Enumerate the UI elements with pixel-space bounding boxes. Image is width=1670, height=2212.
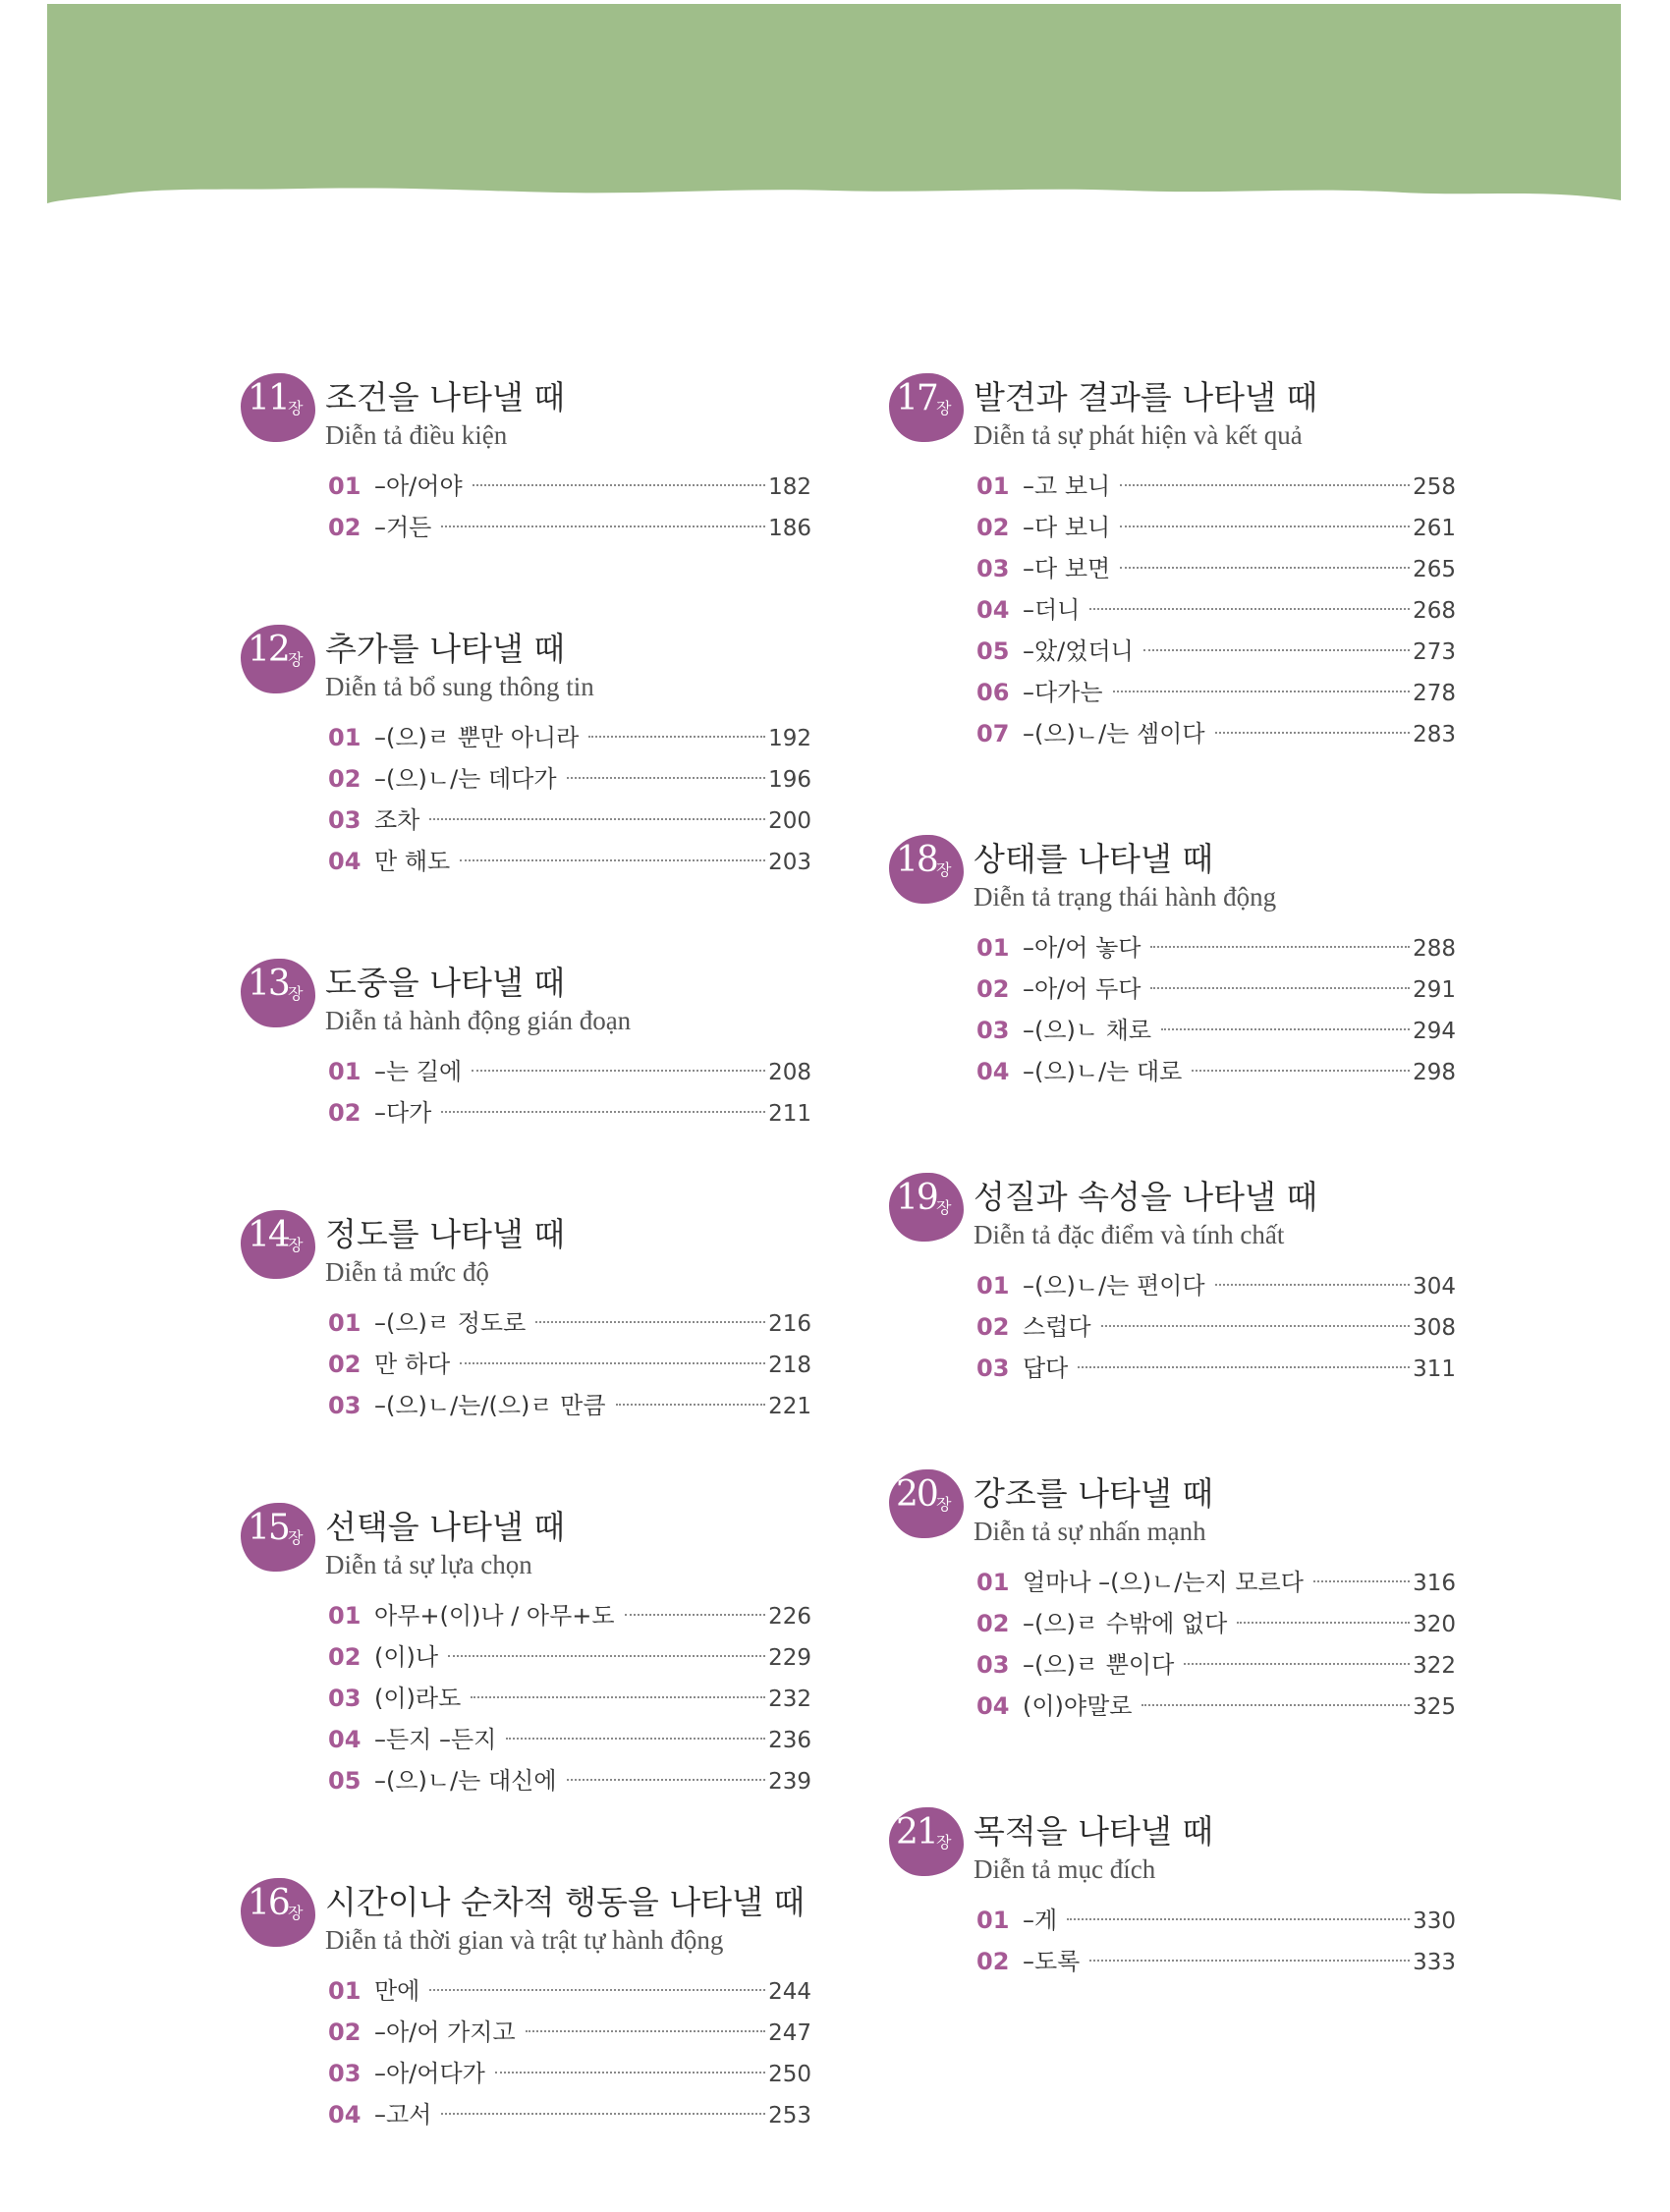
chapter-section-16: [241, 1878, 820, 2135]
entry-number: 03: [328, 1392, 362, 1419]
entry-page-number: 330: [1413, 1908, 1456, 1934]
entry-number: 04: [976, 596, 1010, 624]
chapter-number: 13: [248, 964, 289, 1004]
dot-leader: [526, 2030, 765, 2032]
toc-entry[interactable]: [976, 589, 1456, 631]
entry-grammar: –아/어다가: [374, 2060, 485, 2087]
chapter-badge: [889, 1807, 964, 1876]
banner-shape: [47, 4, 1621, 204]
entry-grammar: 아무+(이)나 / 아무+도: [374, 1602, 615, 1630]
entry-number: 01: [976, 1907, 1010, 1934]
entry-grammar: –(으)ㄴ/는 편이다: [1023, 1272, 1205, 1300]
chapter-title-vietnamese: Diễn tả hành động gián đoạn: [325, 1006, 632, 1035]
dot-leader: [588, 736, 765, 738]
dot-leader: [429, 1989, 765, 1991]
toc-entry[interactable]: [328, 1344, 811, 1385]
entry-grammar: –아/어 놓다: [1023, 934, 1141, 962]
chapter-badge: [889, 835, 964, 904]
entry-page-number: 294: [1413, 1019, 1456, 1044]
dot-leader: [567, 777, 766, 779]
dot-leader: [1215, 1284, 1411, 1286]
dot-leader: [1120, 484, 1410, 486]
entry-page-number: 320: [1413, 1612, 1456, 1637]
entry-number: 03: [976, 1017, 1010, 1044]
chapter-jang-label: 장: [288, 399, 304, 417]
chapter-title-vietnamese: Diễn tả trạng thái hành động: [974, 882, 1277, 912]
entry-grammar: –(으)ㄹ 뿐만 아니라: [374, 724, 580, 751]
entry-number: 02: [328, 2018, 362, 2046]
entry-page-number: 258: [1413, 474, 1456, 500]
chapter-title-korean: 도중을 나타낼 때: [325, 964, 566, 1002]
dot-leader: [460, 859, 765, 861]
dot-leader: [567, 1779, 766, 1781]
dot-leader: [1078, 1366, 1410, 1368]
entry-grammar: –(으)ㄹ 정도로: [374, 1309, 527, 1337]
entry-page-number: 196: [768, 767, 811, 793]
entry-grammar: –더니: [1023, 596, 1081, 624]
chapter-jang-label: 장: [936, 1495, 952, 1514]
chapter-section-12: [241, 625, 820, 882]
dot-leader: [1150, 946, 1410, 948]
entry-number: 03: [328, 806, 362, 834]
chapter-jang-label: 장: [288, 1904, 304, 1922]
dot-leader: [1184, 1663, 1410, 1665]
entry-grammar: (이)라도: [374, 1685, 462, 1712]
dot-leader: [535, 1321, 765, 1323]
chapter-section-17: [889, 373, 1469, 754]
entry-number: 01: [976, 934, 1010, 962]
chapter-number: 11: [248, 378, 289, 418]
toc-entry[interactable]: [328, 466, 811, 507]
entry-page-number: 218: [768, 1353, 811, 1378]
entry-grammar: –(으)ㄴ/는 데다가: [374, 765, 557, 793]
entry-grammar: –(으)ㄴ/는 대로: [1023, 1058, 1183, 1085]
dot-leader: [441, 525, 765, 527]
chapter-title-korean: 상태를 나타낼 때: [974, 840, 1214, 878]
chapter-title-korean: 선택을 나타낼 때: [325, 1508, 566, 1546]
chapter-title-korean: 추가를 나타낼 때: [325, 630, 566, 668]
dot-leader: [1143, 649, 1410, 651]
entry-number: 02: [328, 765, 362, 793]
dot-leader: [472, 1070, 765, 1072]
chapter-number: 16: [248, 1883, 289, 1923]
toc-entry[interactable]: [328, 1092, 811, 1134]
toc-entry[interactable]: [976, 1941, 1456, 1982]
chapter-badge: [889, 373, 964, 442]
chapter-jang-label: 장: [936, 1833, 952, 1852]
entry-grammar: –(으)ㄴ/는 대신에: [374, 1767, 557, 1795]
dot-leader: [1101, 1325, 1411, 1327]
dot-leader: [460, 1362, 765, 1364]
entry-grammar: –다가: [374, 1099, 432, 1127]
entry-page-number: 253: [768, 2103, 811, 2129]
entry-number: 01: [328, 472, 362, 500]
entry-page-number: 250: [768, 2062, 811, 2087]
dot-leader: [1150, 987, 1410, 989]
entry-page-number: 186: [768, 516, 811, 541]
chapter-section-15: [241, 1503, 820, 1801]
toc-entry[interactable]: [328, 800, 811, 841]
dot-leader: [429, 818, 765, 820]
chapter-jang-label: 장: [936, 399, 952, 417]
chapter-title-korean: 발견과 결과를 나타낼 때: [974, 378, 1318, 416]
dot-leader: [1313, 1580, 1410, 1582]
chapter-jang-label: 장: [936, 1198, 952, 1217]
toc-entry[interactable]: [328, 2094, 811, 2135]
entry-grammar: 만 하다: [374, 1351, 451, 1378]
entry-grammar: –아/어 두다: [1023, 975, 1141, 1003]
chapter-badge: [241, 1503, 315, 1572]
entry-page-number: 182: [768, 474, 811, 500]
entry-grammar: 만 해도: [374, 848, 451, 875]
chapter-badge: [241, 373, 315, 442]
chapter-badge: [241, 1210, 315, 1279]
dot-leader: [448, 1655, 765, 1657]
entry-page-number: 322: [1413, 1653, 1456, 1679]
entry-page-number: 268: [1413, 598, 1456, 624]
entry-page-number: 232: [768, 1687, 811, 1712]
toc-entry[interactable]: [976, 1306, 1456, 1348]
chapter-section-19: [889, 1173, 1469, 1389]
entry-page-number: 261: [1413, 516, 1456, 541]
chapter-section-18: [889, 835, 1469, 1092]
entry-page-number: 288: [1413, 936, 1456, 962]
entry-grammar: –게: [1023, 1907, 1058, 1934]
toc-entry[interactable]: [328, 1760, 811, 1801]
dot-leader: [1192, 1070, 1410, 1072]
toc-entry[interactable]: [328, 1385, 811, 1426]
entry-page-number: 216: [768, 1311, 811, 1337]
chapter-number: 20: [896, 1474, 937, 1515]
entry-number: 05: [328, 1767, 362, 1795]
entry-page-number: 291: [1413, 977, 1456, 1003]
entry-page-number: 236: [768, 1728, 811, 1753]
chapter-badge: [241, 1878, 315, 1947]
chapter-title-korean: 조건을 나타낼 때: [325, 378, 566, 416]
chapter-badge: [889, 1469, 964, 1538]
dot-leader: [616, 1404, 766, 1406]
toc-entry[interactable]: [976, 1900, 1456, 1941]
dot-leader: [441, 1111, 765, 1113]
entry-grammar: –는 길에: [374, 1058, 463, 1085]
entry-page-number: 311: [1413, 1356, 1456, 1382]
entry-page-number: 333: [1413, 1950, 1456, 1975]
toc-entry[interactable]: [976, 548, 1456, 589]
chapter-title-vietnamese: Diễn tả thời gian và trật tự hành động: [325, 1925, 724, 1955]
entry-number: 04: [976, 1692, 1010, 1720]
entry-number: 02: [328, 514, 362, 541]
entry-number: 03: [976, 1651, 1010, 1679]
toc-entry[interactable]: [328, 1678, 811, 1719]
entry-number: 06: [976, 679, 1010, 706]
entry-number: 02: [976, 975, 1010, 1003]
entry-grammar: –(으)ㄴ 채로: [1023, 1017, 1152, 1044]
chapter-number: 19: [896, 1178, 937, 1218]
entry-grammar: –(으)ㄹ 뿐이다: [1023, 1651, 1175, 1679]
entry-number: 03: [328, 1685, 362, 1712]
toc-entry[interactable]: [328, 841, 811, 882]
entry-grammar: –(으)ㄹ 수밖에 없다: [1023, 1610, 1228, 1637]
dot-leader: [1067, 1918, 1410, 1920]
entry-page-number: 283: [1413, 722, 1456, 747]
toc-entry[interactable]: [976, 1265, 1456, 1306]
chapter-title-korean: 정도를 나타낼 때: [325, 1215, 566, 1253]
chapter-title-vietnamese: Diễn tả sự phát hiện và kết quả: [974, 420, 1303, 450]
toc-entry[interactable]: [976, 1644, 1456, 1686]
entry-grammar: –도록: [1023, 1948, 1081, 1975]
entry-grammar: (이)야말로: [1023, 1692, 1133, 1720]
entry-page-number: 304: [1413, 1274, 1456, 1300]
toc-entry[interactable]: [328, 2053, 811, 2094]
toc-entry[interactable]: [976, 968, 1456, 1010]
toc-right-column: [889, 373, 1469, 2063]
header-banner: [47, 4, 1621, 204]
entry-page-number: 298: [1413, 1060, 1456, 1085]
dot-leader: [471, 1696, 765, 1698]
dot-leader: [1120, 525, 1410, 527]
entry-grammar: –다 보니: [1023, 514, 1111, 541]
dot-leader: [1089, 608, 1410, 610]
entry-number: 02: [976, 1610, 1010, 1637]
dot-leader: [1215, 732, 1411, 734]
chapter-number: 21: [896, 1812, 937, 1853]
chapter-title-vietnamese: Diễn tả mức độ: [325, 1257, 489, 1287]
toc-entry[interactable]: [976, 631, 1456, 672]
entry-number: 01: [328, 1977, 362, 2005]
entry-number: 04: [328, 848, 362, 875]
entry-page-number: 211: [768, 1101, 811, 1127]
dot-leader: [1120, 567, 1410, 569]
entry-number: 01: [328, 724, 362, 751]
entry-number: 04: [976, 1058, 1010, 1085]
entry-grammar: –고 보니: [1023, 472, 1111, 500]
entry-grammar: 조차: [374, 806, 420, 834]
chapter-badge: [889, 1173, 964, 1242]
toc-entry[interactable]: [976, 466, 1456, 507]
entry-page-number: 278: [1413, 681, 1456, 706]
chapter-number: 12: [248, 630, 289, 670]
chapter-title-vietnamese: Diễn tả bổ sung thông tin: [325, 672, 594, 701]
toc-entry[interactable]: [976, 1562, 1456, 1603]
toc-entry[interactable]: [976, 927, 1456, 968]
entry-number: 01: [976, 472, 1010, 500]
chapter-number: 14: [248, 1215, 289, 1255]
chapter-jang-label: 장: [288, 1236, 304, 1254]
entry-page-number: 247: [768, 2020, 811, 2046]
entry-number: 01: [976, 1569, 1010, 1596]
entry-page-number: 221: [768, 1394, 811, 1419]
toc-entry[interactable]: [328, 1051, 811, 1092]
entry-number: 02: [976, 1313, 1010, 1341]
entry-grammar: –고서: [374, 2101, 432, 2129]
entry-page-number: 192: [768, 726, 811, 751]
chapter-title-vietnamese: Diễn tả sự lựa chọn: [325, 1550, 532, 1579]
chapter-jang-label: 장: [288, 1528, 304, 1547]
dot-leader: [1089, 1960, 1410, 1962]
chapter-section-21: [889, 1807, 1469, 1982]
dot-leader: [506, 1738, 765, 1740]
dot-leader: [1237, 1622, 1410, 1624]
dot-leader: [473, 484, 765, 486]
chapter-title-korean: 성질과 속성을 나타낼 때: [974, 1178, 1318, 1216]
entry-grammar: 답다: [1023, 1355, 1069, 1382]
entry-grammar: –았/었더니: [1023, 637, 1134, 665]
toc-entry[interactable]: [328, 1636, 811, 1678]
entry-page-number: 203: [768, 850, 811, 875]
toc-entry[interactable]: [328, 507, 811, 548]
entry-number: 03: [976, 1355, 1010, 1382]
entry-grammar: 스럽다: [1023, 1313, 1091, 1341]
chapter-section-14: [241, 1210, 820, 1426]
entry-number: 04: [328, 1726, 362, 1753]
toc-entry[interactable]: [328, 1719, 811, 1760]
chapter-number: 18: [896, 840, 937, 880]
entry-page-number: 325: [1413, 1694, 1456, 1720]
chapter-jang-label: 장: [288, 984, 304, 1003]
chapter-section-11: [241, 373, 820, 548]
entry-page-number: 226: [768, 1604, 811, 1630]
chapter-title-vietnamese: Diễn tả sự nhấn mạnh: [974, 1517, 1206, 1546]
chapter-section-20: [889, 1469, 1469, 1727]
entry-number: 04: [328, 2101, 362, 2129]
chapter-jang-label: 장: [936, 860, 952, 879]
entry-number: 07: [976, 720, 1010, 747]
entry-page-number: 239: [768, 1769, 811, 1795]
entry-page-number: 244: [768, 1979, 811, 2005]
entry-grammar: –거든: [374, 514, 432, 541]
chapter-badge: [241, 959, 315, 1027]
entry-grammar: –든지 –든지: [374, 1726, 497, 1753]
toc-entry[interactable]: [328, 758, 811, 800]
chapter-number: 17: [896, 378, 937, 418]
entry-number: 05: [976, 637, 1010, 665]
toc-entry[interactable]: [976, 507, 1456, 548]
dot-leader: [495, 2072, 765, 2074]
chapter-jang-label: 장: [288, 650, 304, 669]
toc-entry[interactable]: [328, 2012, 811, 2053]
chapter-title-korean: 목적을 나타낼 때: [974, 1812, 1214, 1851]
chapter-badge: [241, 625, 315, 693]
toc-entry[interactable]: [328, 717, 811, 758]
dot-leader: [1161, 1028, 1410, 1030]
entry-page-number: 208: [768, 1060, 811, 1085]
chapter-title-vietnamese: Diễn tả mục đích: [974, 1854, 1156, 1884]
chapter-title-korean: 시간이나 순차적 행동을 나타낼 때: [325, 1883, 806, 1921]
entry-page-number: 316: [1413, 1571, 1456, 1596]
chapter-number: 15: [248, 1508, 289, 1548]
toc-entry[interactable]: [976, 672, 1456, 713]
entry-grammar: –아/어 가지고: [374, 2018, 516, 2046]
toc-entry[interactable]: [976, 1603, 1456, 1644]
toc-entry[interactable]: [976, 1051, 1456, 1092]
toc-entry[interactable]: [328, 1302, 811, 1344]
toc-entry[interactable]: [976, 1686, 1456, 1727]
entry-number: 01: [328, 1058, 362, 1085]
entry-page-number: 273: [1413, 639, 1456, 665]
entry-page-number: 229: [768, 1645, 811, 1671]
entry-grammar: –다가는: [1023, 679, 1103, 706]
entry-page-number: 200: [768, 808, 811, 834]
toc-entry[interactable]: [976, 1348, 1456, 1389]
chapter-title-korean: 강조를 나타낼 때: [974, 1474, 1214, 1513]
entry-grammar: –(으)ㄴ/는/(으)ㄹ 만큼: [374, 1392, 606, 1419]
dot-leader: [625, 1614, 766, 1616]
entry-page-number: 265: [1413, 557, 1456, 582]
entry-number: 03: [976, 555, 1010, 582]
chapter-section-13: [241, 959, 820, 1134]
dot-leader: [1141, 1704, 1410, 1706]
entry-number: 01: [976, 1272, 1010, 1300]
entry-number: 02: [976, 514, 1010, 541]
entry-number: 02: [328, 1099, 362, 1127]
entry-number: 02: [328, 1351, 362, 1378]
entry-grammar: (이)나: [374, 1643, 439, 1671]
entry-grammar: 얼마나 –(으)ㄴ/는지 모르다: [1023, 1569, 1304, 1596]
entry-page-number: 308: [1413, 1315, 1456, 1341]
toc-entry[interactable]: [976, 1010, 1456, 1051]
entry-grammar: –(으)ㄴ/는 셈이다: [1023, 720, 1205, 747]
toc-entry[interactable]: [328, 1595, 811, 1636]
entry-number: 02: [328, 1643, 362, 1671]
dot-leader: [441, 2113, 765, 2115]
entry-number: 01: [328, 1602, 362, 1630]
entry-number: 03: [328, 2060, 362, 2087]
chapter-title-vietnamese: Diễn tả điều kiện: [325, 420, 508, 450]
entry-grammar: –다 보면: [1023, 555, 1111, 582]
toc-entry[interactable]: [976, 713, 1456, 754]
dot-leader: [1113, 691, 1411, 692]
entry-number: 01: [328, 1309, 362, 1337]
chapter-title-vietnamese: Diễn tả đặc điểm và tính chất: [974, 1220, 1285, 1249]
toc-left-column: [241, 373, 820, 2212]
toc-entry[interactable]: [328, 1970, 811, 2012]
entry-number: 02: [976, 1948, 1010, 1975]
entry-grammar: 만에: [374, 1977, 420, 2005]
entry-grammar: –아/어야: [374, 472, 463, 500]
